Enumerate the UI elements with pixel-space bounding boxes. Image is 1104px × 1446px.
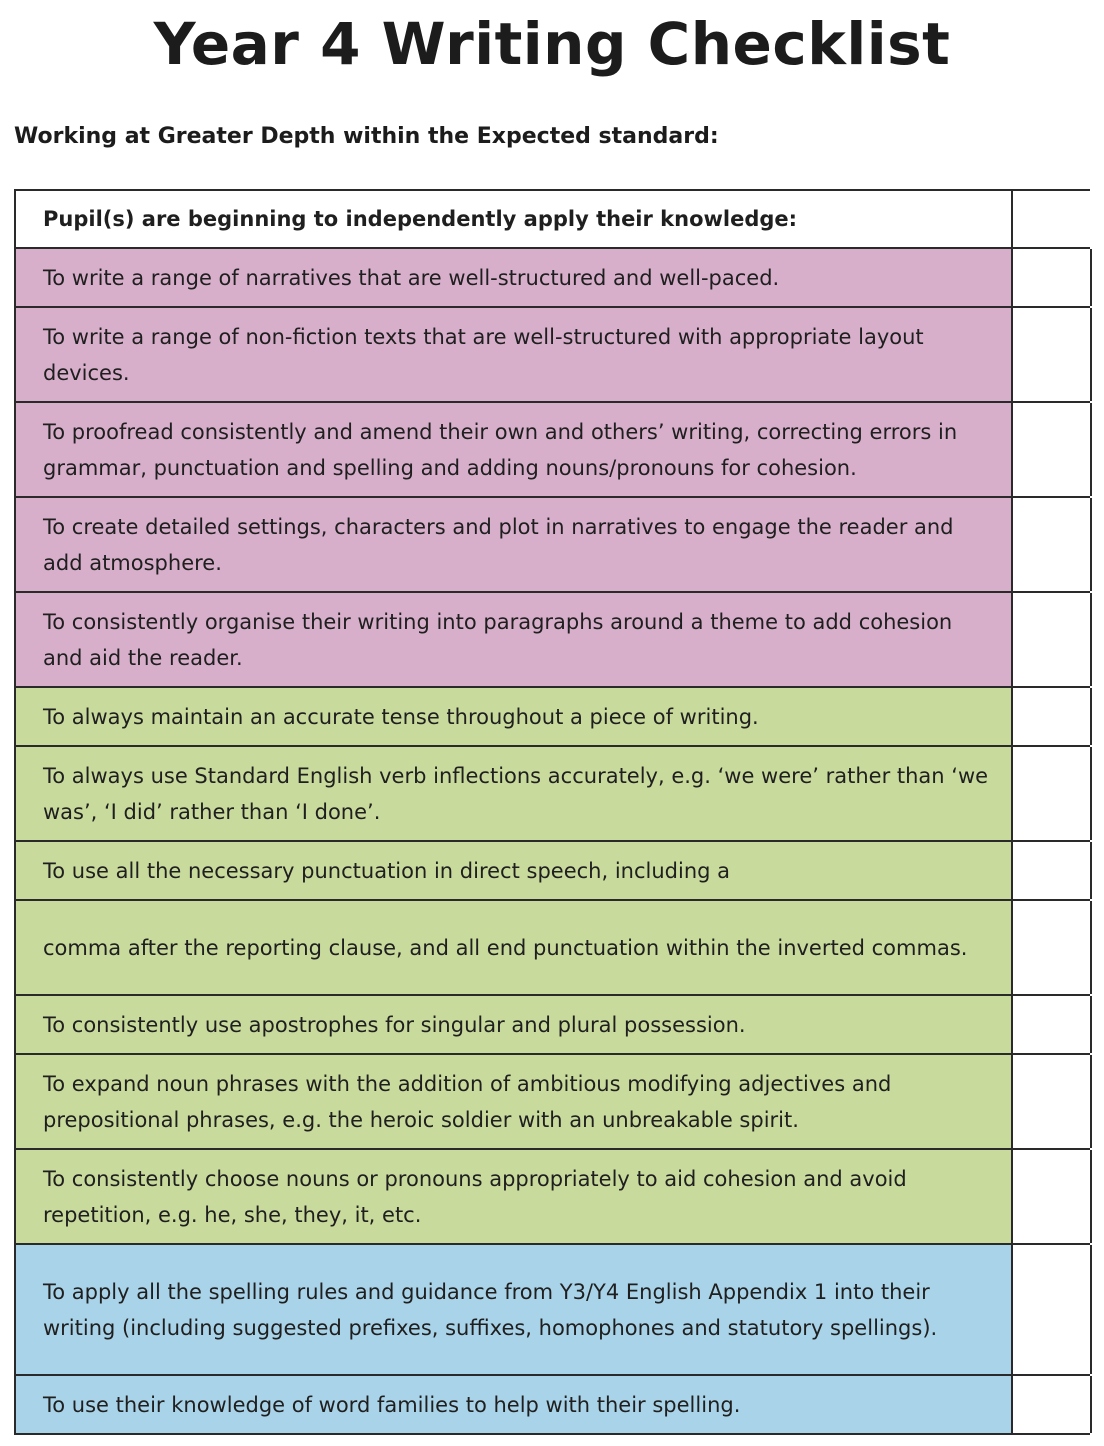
checkbox-cell[interactable] <box>1013 901 1092 994</box>
checklist-row <box>14 1055 1090 1150</box>
checkbox-cell[interactable] <box>1013 1150 1092 1243</box>
checkbox-cell[interactable] <box>1013 1376 1092 1433</box>
checklist-item-text: To proofread consistently and amend their own and others’ writing, correcting errors in grammar, punctuation and spelling and adding nouns/pronouns for cohesion. <box>16 403 1013 496</box>
checkbox-cell[interactable] <box>1013 593 1092 686</box>
checkbox-cell[interactable] <box>1013 498 1092 591</box>
checklist-item-text: comma after the reporting clause, and all end punctuation within the inverted commas. <box>16 901 1013 994</box>
checkbox-cell[interactable] <box>1013 1055 1092 1148</box>
checklist-row <box>14 1150 1090 1245</box>
checklist-row <box>14 403 1090 498</box>
checkbox-cell[interactable] <box>1013 842 1092 899</box>
checklist-item-text: To consistently choose nouns or pronouns appropriately to aid cohesion and avoid repetition, e.g. he, she, they, it, etc. <box>16 1150 1013 1243</box>
table-header-row <box>14 189 1090 249</box>
checklist-item-text: To write a range of non-fiction texts that are well-structured with appropriate layout devices. <box>16 308 1013 401</box>
page-title: Year 4 Writing Checklist <box>153 10 951 78</box>
checklist-row <box>14 498 1090 593</box>
checklist-row <box>14 249 1090 308</box>
checklist-item-text: To always use Standard English verb inflections accurately, e.g. ‘we were’ rather than ‘we was’, ‘I did’ rather than ‘I done’. <box>16 747 1013 840</box>
checklist-row <box>14 747 1090 842</box>
checklist-row <box>14 1245 1090 1376</box>
checkbox-cell[interactable] <box>1013 249 1092 306</box>
checklist-row <box>14 688 1090 747</box>
checklist-row <box>14 308 1090 403</box>
checkbox-cell[interactable] <box>1013 308 1092 401</box>
checkbox-cell[interactable] <box>1013 747 1092 840</box>
checklist-row <box>14 901 1090 996</box>
checklist-item-text: To consistently organise their writing into paragraphs around a theme to add cohesion and aid the reader. <box>16 593 1013 686</box>
checklist-item-text: To consistently use apostrophes for singular and plural possession. <box>16 996 1013 1053</box>
checklist-table <box>14 189 1090 1435</box>
table-header: Pupil(s) are beginning to independently apply their knowledge: <box>16 191 1013 247</box>
checklist-item-text: To use all the necessary punctuation in direct speech, including a <box>16 842 1013 899</box>
checklist-row <box>14 1376 1090 1435</box>
section-subtitle: Working at Greater Depth within the Expected standard: <box>14 124 719 149</box>
checklist-item-text: To use their knowledge of word families to help with their spelling. <box>16 1376 1013 1433</box>
checklist-item-text: To expand noun phrases with the addition of ambitious modifying adjectives and prepositional phrases, e.g. the heroic soldier with an unbreakable spirit. <box>16 1055 1013 1148</box>
checkbox-cell[interactable] <box>1013 688 1092 745</box>
checkbox-cell[interactable] <box>1013 403 1092 496</box>
checklist-item-text: To apply all the spelling rules and guidance from Y3/Y4 English Appendix 1 into their writing (including suggested prefixes, suffixes, homophones and statutory spellings). <box>16 1245 1013 1374</box>
header-spacer <box>1013 191 1092 247</box>
checklist-row <box>14 842 1090 901</box>
checklist-item-text: To create detailed settings, characters and plot in narratives to engage the reader and add atmosphere. <box>16 498 1013 591</box>
checkbox-cell[interactable] <box>1013 1245 1092 1374</box>
checkbox-cell[interactable] <box>1013 996 1092 1053</box>
checklist-item-text: To write a range of narratives that are well-structured and well-paced. <box>16 249 1013 306</box>
checklist-row <box>14 593 1090 688</box>
checklist-item-text: To always maintain an accurate tense throughout a piece of writing. <box>16 688 1013 745</box>
checklist-row <box>14 996 1090 1055</box>
